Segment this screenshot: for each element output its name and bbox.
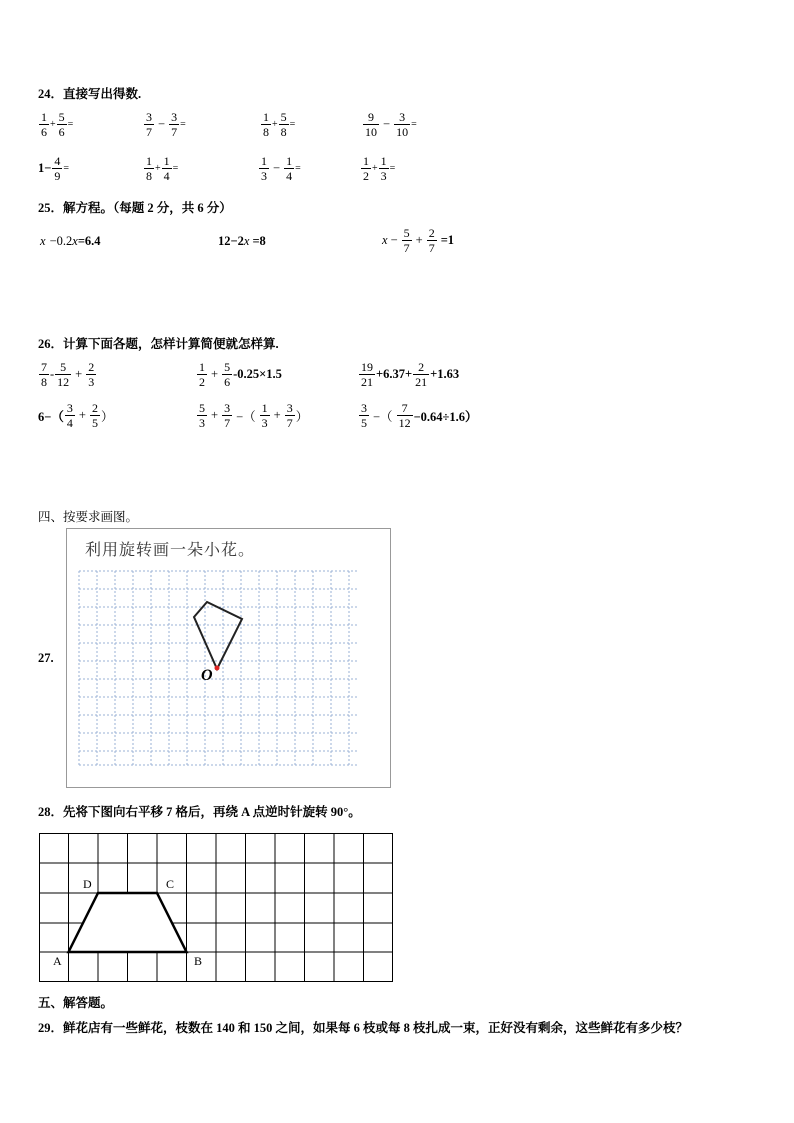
q27-grid — [67, 529, 390, 787]
q26-expression-6: $\frac{3}{5}$ −（ $\frac{7}{12}$ −0.64÷1.6） — [361, 401, 478, 430]
q28-label-c: C — [166, 877, 175, 891]
section-5-title: 五、解答题。 — [38, 996, 114, 1010]
q28-label-a: A — [53, 954, 62, 968]
q27-point-o-label: O — [201, 667, 213, 684]
q26-expression-3: $\frac{19}{21}$ +6.37+ $\frac{2}{21}$ +1.63 — [361, 360, 460, 389]
q28-label-d: D — [83, 877, 92, 891]
q26-expression-5: $\frac{5}{3}$ + $\frac{3}{7}$ −（ $\frac{1}{3}$ + $\frac{3}{7}$ ） — [199, 401, 309, 430]
q25-equation-3: x − $\frac{5}{7}$ + $\frac{2}{7}$ =1 — [382, 226, 455, 255]
q25-title: 25．解方程。（每题 2 分，共 6 分） — [38, 201, 232, 215]
q27-kite-shape — [194, 602, 242, 669]
q29-title: 29．鲜花店有一些鲜花，枝数在 140 和 150 之间，如果每 6 枝或每 8 枝扎成一束，正好没有剩余，这些鲜花有多少枝？ — [38, 1021, 689, 1035]
fraction: $\frac{5}{6}$ — [58, 110, 65, 139]
q27-point-o-marker — [215, 666, 220, 671]
q28-trapezoid-abcd — [69, 893, 187, 952]
q26-expression-2: $\frac{1}{2}$ + $\frac{5}{6}$ -0.25×1.5 — [199, 360, 282, 389]
q27-figure-panel — [66, 528, 391, 788]
q25-equation-1: x −0.2 x =6.4 — [40, 234, 101, 248]
q28-label-b: B — [194, 954, 203, 968]
q26-expression-1: $\frac{7}{8}$ - $\frac{5}{12}$ + $\frac{2}{3}$ — [41, 360, 95, 389]
q27-number: 27. — [38, 651, 54, 665]
q24-item-6: $\frac{1}{8}$ + $\frac{1}{4}$ = — [146, 154, 179, 183]
q26-expression-4: 6−（ $\frac{3}{4}$ + $\frac{2}{5}$ ） — [38, 401, 114, 430]
q26-title: 26．计算下面各题，怎样计算简便就怎样算. — [38, 337, 279, 351]
section-4-title: 四、按要求画图。 — [38, 510, 139, 524]
q24-item-8: $\frac{1}{2}$ + $\frac{1}{3}$ = — [363, 154, 396, 183]
q25-equation-2: 12−2 x =8 — [218, 234, 266, 248]
q24-item-3: $\frac{1}{8}$ + $\frac{5}{8}$ = — [263, 110, 296, 139]
q28-title: 28．先将下图向右平移 7 格后，再绕 A 点逆时针旋转 90°。 — [38, 805, 361, 819]
q24-item-2: $\frac{3}{7}$ − $\frac{3}{7}$ = — [146, 110, 186, 139]
fraction: $\frac{1}{6}$ — [41, 110, 47, 139]
q24-title: 24．直接写出得数. — [38, 87, 142, 101]
q24-item-1: $\frac{1}{6}$ + $\frac{5}{6}$ = — [41, 110, 74, 139]
q24-item-7: $\frac{1}{3}$ − $\frac{1}{4}$ = — [261, 154, 301, 183]
q27-panel-title: 利用旋转画一朵小花。 — [85, 540, 256, 559]
q24-item-4: $\frac{9}{10}$ − $\frac{3}{10}$ = — [365, 110, 417, 139]
q28-grid — [39, 833, 394, 983]
q24-item-5: 1− $\frac{4}{9}$ = — [38, 154, 70, 183]
